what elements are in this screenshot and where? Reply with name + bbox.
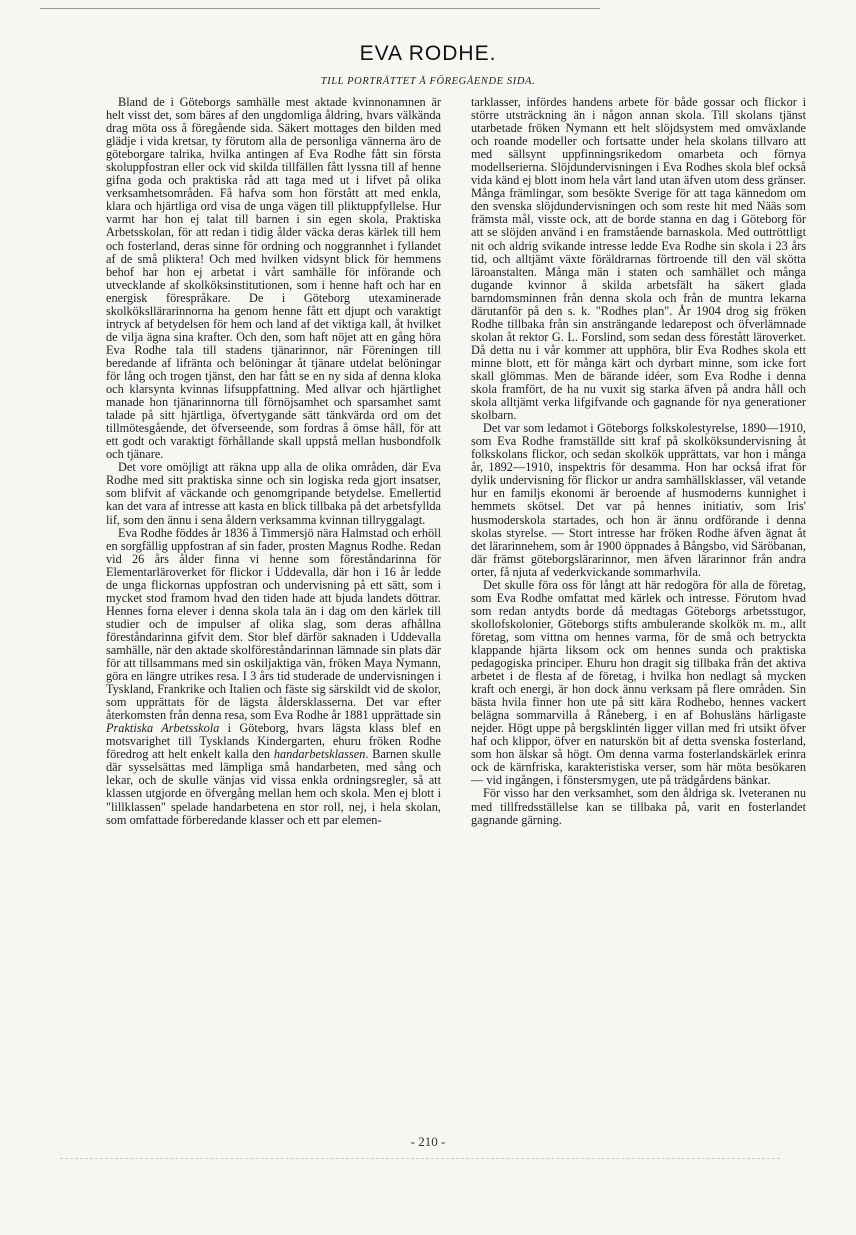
top-rule — [40, 8, 600, 9]
paragraph: För visso har den verksamhet, som den åldriga sk. lveteranen nu med tillfredsställelse kan se tillbaka på, varit en fosterlandet gagnande gärning. — [471, 786, 806, 827]
paragraph: Det var som ledamot i Göteborgs folkskolestyrelse, 1890—1910, som Eva Rodhe framställde sitt kraf på skolköksundervisning åt folkskolans flickor, och sedan skolkök upprättats, var hon i många år, 1892—1910, inspektris för desamma. Hon har också ifrat för dylik undervisning för flickor ur andra samhällsklasser, väl vetande hur en familjs ekonomi är beroende af husmoderns kunnighet i hemmets skötsel. Det var på hennes initiativ, som Iris' husmoderskola startades, och hon är ännu ordförande i denna skolas styrelse. — Stort intresse har fröken Rodhe äfven ägnat åt det lärarinnehem, som år 1900 öppnades å Bångsbo, vid Säröbanan, där främst göteborgslärarinnor, men äfven lärarinnor från andra orter, få njuta af vederkvickande sommarhvila. — [471, 421, 806, 579]
bottom-rule — [60, 1158, 780, 1159]
paragraph: Det skulle föra oss för långt att här redogöra för alla de företag, som Eva Rodhe omfattat med kärlek och intresse. Förutom hvad som redan antydts borde då medtagas Göteborgs arbetsstugor, skollofskolonier, Göteborgs stifts ambulerande skolkök m. m., allt företag, som vittna om hennes varma, för de små och betryckta klappande hjärta liksom ock om hennes sunda och praktiska pedagogiska principer. Ehuru hon dragit sig tillbaka från det aktiva arbetet i de flesta af de företag, i hvilka hon nedlagt så mycken kraft och energi, är hon dock ännu verksam på flere områden. Sin bästa hvila finner hon ute på sitt kära Rodhebo, hennes vackert belägna sommarvilla å Råneberg, i en af Bohusläns härligaste nejder. Högt uppe på bergsklintén ligger villan med fri utsikt öfver haf och klippor, öfver en naturskön bit af detta svenska fosterland, som hon älskar så högt. Om denna varma fosterlandskärlek erinra ock de kärnfriska, karakteristiska verser, som här möta besökaren — vid ingången, i fönstersmygen, ute på trädgårdens bänkar. — [471, 577, 806, 788]
paragraph: Eva Rodhe föddes år 1836 å Timmersjö nära Halmstad och erhöll en sorgfällig uppfostran af sin fader, prosten Magnus Rodhe. Redan vid 26 års ålder finna vi henne som föreståndarinna för Elementarläroverket för flickor i Uddevalla, där hon i 16 år ledde de unga flickornas uppfostran och undervisning på ett sätt, som i mycket stod framom hvad den tiden hade att bjuda landets döttrar. Hennes forna elever i denna skola tala än i dag om den kärlek till studier och de impulser af olika slag, som deras afhållna föreståndarinna gifvit dem. Stor blef därför saknaden i Uddevalla samhälle, när den aktade skolföreståndarinnan lämnade sin plats där för att tillsammans med sin oskiljaktiga vän, fröken Maya Nymann, göra en längre utrikes resa. I 3 års tid studerade de undervisningen i Tyskland, Frankrike och Italien och fäste sig särskildt vid de skolor, som upprättats för de lägsta åldersklasserna. Det var efter återkomsten från denna resa, som Eva Rodhe år 1881 upprättade sin Praktiska Arbetsskola i Göteborg, hvars lägsta klass blef en motsvarighet till Tysklands Kindergarten, ehuru fröken Rodhe föredrog att helt enkelt kalla den handarbetsklassen. Barnen skulle där sysselsättas med lämpliga små handarbeten, med sång och lekar, och de skulle vänjas vid vissa enkla ordningsregler, så att klassen utgjorde en öfvergång mellan hem och skola. Men ej blott i "lillklassen" spelade handarbetena en stor roll, nej, i hela skolan, som omfattade förberedande klasser och ett par elemen- — [106, 525, 441, 827]
right-column — [471, 96, 806, 827]
article-title: EVA RODHE. — [359, 42, 497, 65]
paragraph: tarklasser, infördes handens arbete för både gossar och flickor i större utsträckning än i någon annan skola. Till skolans tjänst utarbetade fröken Nymann ett helt slöjdsystem med omväxlande och roande modeller och fortsatte under hela skolans tillvaro att med sällsynt uppfinningsrikedom omarbeta och förnya modellserierna. Slöjdundervisningen i Eva Rodhes skola blef också vida känd ej blott inom hela vårt land utan äfven utom dess gränser. Många främlingar, som besökte Sverige för att taga kännedom om den svenska slöjdundervisningen och som reste hit med Nääs som främsta mål, visste ock, att de borde stanna en dag i Göteborg för att se slöjden använd i en framstående barnaskola. Med outtröttligt nit och aldrig svikande intresse ledde Eva Rodhe sin skola i 23 års tid, och alltjämt växte föräldrarnas förtroende till den väl skötta läroanstalten. Många män i staten och samhället och många dugande kvinnor å skilda arbetsfält ha säkert glada barndomsminnen från denna skola och från de muntra lekarna därutanför på den s. k. "Rodhes plan". År 1904 drog sig fröken Rodhe tillbaka från sin ansträngande ledarepost och öfverlämnade skolan åt rektor G. L. Forslind, som sedan dess förestått läroverket. Då detta nu i vår kommer att upphöra, blir Eva Rodhes skola ett minne blott, ett för många kärt och dyrbart minne, som icke fort skall glömmas. Men de bärande idéer, som Eva Rodhe i denna skola framfört, de ha nu vuxit sig starka äfven på andra håll och skola alltjämt verka lifgifvande och gagnande för nya generationer skolbarn. — [471, 95, 806, 423]
class-name: handarbetsklassen — [273, 747, 366, 762]
school-name: Praktiska Arbetsskola — [106, 721, 220, 736]
left-column — [106, 96, 441, 827]
paragraph: Det vore omöjligt att räkna upp alla de olika områden, där Eva Rodhe med sitt praktiska sinne och sin logiska reda gjort insatser, som blifvit af väckande och genomgripande betydelse. Emellertid kan det vara af intresse att kasta en blick tillbaka på det arbetsfyllda lif, som den ännu i sena åldern verksamma kvinnan tillryggalagt. — [106, 460, 441, 527]
article-subtitle: TILL PORTRÄTTET Å FÖREGÅENDE SIDA. — [320, 76, 536, 87]
page-number: - 210 - — [410, 1134, 446, 1149]
paragraph: Bland de i Göteborgs samhälle mest aktade kvinnonamnen är helt visst det, som bäres af den ungdomliga åldring, hvars välkända drag möta oss å föregående sida. Säkert mottages den bilden med glädje i vida kretsar, ty förutom alla de personliga vännerna äro de göteborgare talrika, hvilka antingen af Eva Rodhe fått sin första skoluppfostran eller ock vid skilda tillfällen fått lyssna till af henne gifna goda och praktiska råd att taga med ut i lifvet på olika verksamhetsområden. Få hafva som hon förstått att med enkla, klara och hjärtliga ord visa de unga vägen till pliktuppfyllelse. Hur varmt har hon ej talat till barnen i sin egen skola, Praktiska Arbetsskolan, för att redan i tidig ålder väcka deras kärlek till hem och fosterland, deras sinne för ordning och noggrannhet i fyllandet af de små pliktera! Och med hvilken vidsynt blick för hemmens behof har hon ej arbetat i vårt samhälle för införande och utvecklande af skolköksinstitutionen, som i henne haft och har en energisk förespråkare. De i Göteborg utexaminerade skolköksllärarinnorna ha genom henne fått ett djupt och varaktigt intryck af betydelsen för hem och land af det viktiga kall, åt hvilket de vilja ägna sina krafter. Och den, som haft nöjet att en gång höra Eva Rodhe tala till stadens tjänarinnor, när Föreningen till beredande af lifränta och belöningar åt tjänare utdelat belöningar för lång och trogen tjänst, den har fått se en ny sida af denna kloka och klarsynta kvinnas lifsuppfattning. Med allvar och hjärtlighet manade hon tjänarinnorna till förnöjsamhet och sparsamhet samt talade på sitt hjärtliga, öfvertygande sätt tänkvärda ord om det tillmötesgående, det öfverseende, som fordras å ömse håll, för att ett godt och varaktigt förhållande skall uppstå mellan husbondfolk och tjänare. — [106, 95, 441, 462]
